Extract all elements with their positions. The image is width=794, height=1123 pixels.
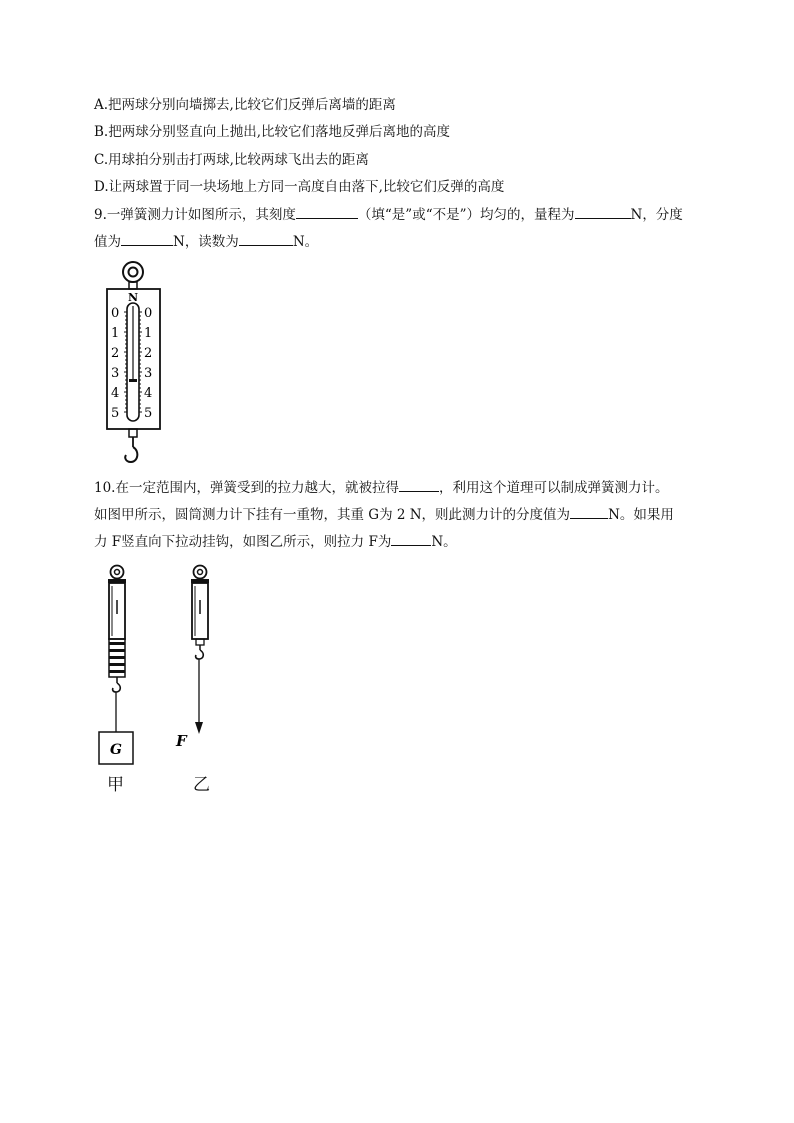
figure-yi — [170, 562, 220, 748]
q9-text-2: （填“是”或“不是”）均匀的，量程为 — [357, 207, 575, 223]
q9-text-4: 值为 — [94, 234, 121, 250]
q9-blank-division[interactable] — [121, 231, 173, 246]
jia-ring-icon — [111, 566, 124, 579]
force-arrow-head-icon — [195, 722, 203, 734]
option-c: C.用球拍分别击打两球,比较两球飞出去的距离 — [94, 152, 369, 168]
top-ring-icon — [123, 262, 143, 282]
tick-right-2: 2 — [144, 346, 153, 361]
yi-ring-icon — [194, 566, 207, 579]
q10-blank-force[interactable] — [391, 531, 431, 546]
q9-text-6: N。 — [292, 234, 319, 250]
question-9-line-2 — [94, 231, 318, 252]
caption-jia: 甲 — [107, 775, 124, 795]
q10-blank-division[interactable] — [570, 504, 608, 519]
q10-blank-longer[interactable] — [399, 477, 439, 492]
bottom-hook-icon — [125, 447, 137, 462]
q9-text-5: N，读数为 — [173, 234, 239, 250]
question-10-line-2 — [94, 504, 674, 525]
tick-right-5: 5 — [144, 406, 153, 421]
option-b: B.把两球分别竖直向上抛出,比较它们落地反弹后离地的高度 — [94, 124, 451, 140]
q9-text-1: 9.一弹簧测力计如图所示，其刻度 — [94, 207, 296, 223]
caption-yi: 乙 — [193, 775, 210, 795]
q10-text-3: 如图甲所示，圆筒测力计下挂有一重物，其重 G为 2 N，则此测力计的分度值为 — [94, 507, 571, 523]
q9-blank-uniform[interactable] — [296, 204, 358, 219]
tick-right-4: 4 — [144, 386, 153, 401]
yi-hook-icon — [196, 650, 204, 659]
tick-left-4: 4 — [111, 386, 120, 401]
tick-right-1: 1 — [144, 326, 153, 341]
force-label: F — [176, 732, 187, 748]
q9-blank-range[interactable] — [575, 204, 631, 219]
figure-jia — [96, 562, 144, 768]
question-10-line-1 — [94, 477, 668, 498]
tick-left-0: 0 — [111, 306, 120, 321]
question-9-line-1 — [94, 204, 683, 225]
tick-right-0: 0 — [144, 306, 153, 321]
option-a: A.把两球分别向墙掷去,比较它们反弹后离墙的距离 — [94, 97, 396, 113]
q10-text-6: N。 — [431, 534, 457, 550]
question-10-line-3 — [94, 531, 457, 552]
jia-hook-icon — [113, 683, 121, 692]
tick-left-2: 2 — [111, 346, 120, 361]
scale-pointer — [129, 379, 137, 382]
tick-right-3: 3 — [144, 366, 153, 381]
scale-unit-label: N — [127, 291, 139, 304]
q10-text-2: ，利用这个道理可以制成弹簧测力计。 — [438, 480, 669, 496]
tick-left-1: 1 — [111, 326, 120, 341]
tick-left-5: 5 — [111, 406, 120, 421]
q10-text-5: 力 F竖直向下拉动挂钩，如图乙所示，则拉力 F为 — [94, 534, 392, 550]
option-d: D.让两球置于同一块场地上方同一高度自由落下,比较它们反弹的高度 — [94, 179, 505, 195]
q10-text-4: N。如果用 — [608, 507, 674, 523]
weight-label: G — [110, 742, 122, 758]
tick-left-3: 3 — [111, 366, 120, 381]
q10-text-1: 10.在一定范围内，弹簧受到的拉力越大，就被拉得 — [94, 480, 399, 496]
q9-blank-reading[interactable] — [239, 231, 293, 246]
q9-text-3: N，分度 — [630, 207, 683, 223]
spring-scale-figure — [100, 258, 170, 470]
